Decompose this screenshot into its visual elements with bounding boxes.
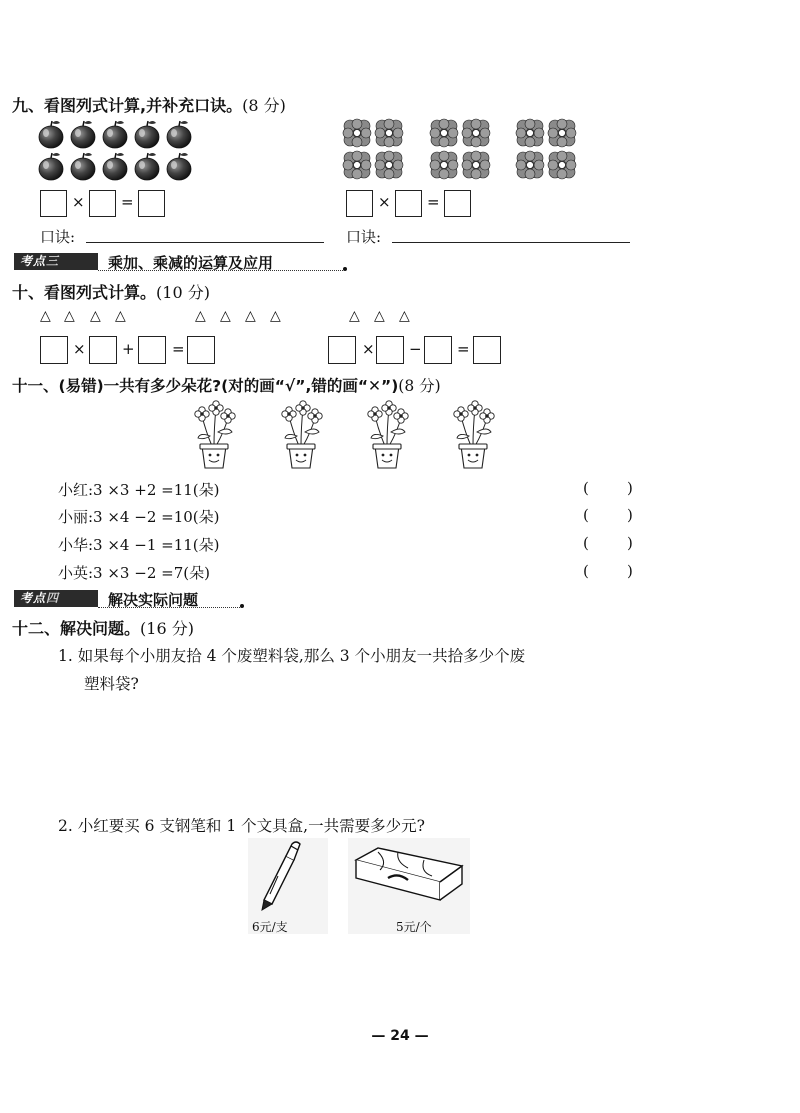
flower-icon (462, 151, 490, 179)
apple-icon (39, 121, 63, 148)
section-tag-number: 四 (46, 591, 60, 605)
judge-blank[interactable]: ( ) (583, 534, 633, 552)
answer-box[interactable] (138, 190, 165, 217)
koujue-answer-line[interactable] (392, 242, 630, 243)
minus-sign: − (409, 340, 422, 358)
koujue-answer-line[interactable] (86, 242, 324, 243)
answer-statement: 小红:3 ×3 +2 =11(朵) (58, 481, 220, 499)
answer-box[interactable] (187, 336, 215, 364)
problem-2-text: 2. 小红要买 6 支钢笔和 1 个文具盒,一共需要多少元? (58, 817, 425, 835)
triangle-icon: △ (245, 308, 256, 324)
equals-sign: = (427, 193, 440, 211)
answer-box[interactable] (89, 190, 116, 217)
flower-icon (462, 119, 490, 147)
flower-icon (516, 151, 544, 179)
apple-icon (135, 153, 159, 180)
q12-title-text: 十二、解决问题。 (12, 619, 141, 638)
potted-flowers (185, 400, 515, 472)
problem-1-text-cont: 塑料袋? (84, 675, 139, 693)
flower-icon (375, 119, 403, 147)
q9-points: (8 分) (242, 96, 286, 115)
pen-price: 6元/支 (252, 920, 288, 934)
q10-points: (10 分) (156, 283, 210, 302)
answer-box[interactable] (424, 336, 452, 364)
triangle-icon: △ (220, 308, 231, 324)
koujue-label: 口诀: (40, 228, 76, 246)
q9-title-text: 九、看图列式计算,并补充口诀。 (12, 96, 243, 115)
flower-icon (375, 151, 403, 179)
times-sign: × (72, 193, 85, 211)
divider (98, 270, 343, 271)
apple-icon (39, 153, 63, 180)
answer-box[interactable] (89, 336, 117, 364)
section-tag-label: 考点 (20, 254, 47, 268)
judge-blank[interactable]: ( ) (583, 479, 633, 497)
answer-box[interactable] (40, 190, 67, 217)
divider-end (240, 604, 244, 608)
q10-title-text: 十、看图列式计算。 (12, 283, 157, 302)
apple-icon (71, 121, 95, 148)
section-tag (14, 590, 98, 607)
apple-icon (167, 153, 191, 180)
times-sign: × (73, 340, 86, 358)
times-sign: × (362, 340, 375, 358)
q11-title-text: 十一、(易错)一共有多少朵花?(对的画“√”,错的画“✕”) (12, 377, 399, 395)
answer-box[interactable] (40, 336, 68, 364)
flower-pot-icon (368, 401, 408, 468)
triangle-icon: △ (40, 308, 51, 324)
triangle-icon: △ (115, 308, 126, 324)
flower-icon (516, 119, 544, 147)
q11-points: (8 分) (398, 377, 441, 395)
triangle-icon: △ (270, 308, 281, 324)
apple-icon (167, 121, 191, 148)
section-title: 乘加、乘减的运算及应用 (108, 254, 274, 272)
flower-icon (548, 151, 576, 179)
q10-title (12, 280, 210, 303)
apple-icon (71, 153, 95, 180)
answer-box[interactable] (473, 336, 501, 364)
answer-box[interactable] (444, 190, 471, 217)
flower-icon (548, 119, 576, 147)
section-tag (14, 253, 98, 270)
answer-box[interactable] (328, 336, 356, 364)
answer-statement: 小华:3 ×4 −1 =11(朵) (58, 536, 220, 554)
flower-group (340, 117, 590, 181)
answer-box[interactable] (138, 336, 166, 364)
product-images (248, 838, 472, 936)
section-tag-label: 考点 (20, 591, 47, 605)
triangle-icon: △ (64, 308, 75, 324)
answer-box[interactable] (376, 336, 404, 364)
answer-box[interactable] (346, 190, 373, 217)
triangle-icon: △ (349, 308, 360, 324)
flower-pot-icon (282, 401, 322, 468)
flower-pot-icon (195, 401, 235, 468)
flower-icon (430, 151, 458, 179)
box-price: 5元/个 (396, 920, 432, 934)
flower-icon (343, 151, 371, 179)
section-title: 解决实际问题 (108, 591, 199, 609)
triangle-icon: △ (399, 308, 410, 324)
equals-sign: = (121, 193, 134, 211)
answer-statement: 小丽:3 ×4 −2 =10(朵) (58, 508, 220, 526)
section-tag-number: 三 (46, 254, 60, 268)
flower-icon (343, 119, 371, 147)
flower-icon (430, 119, 458, 147)
apple-group (36, 117, 196, 181)
equals-sign: = (172, 340, 185, 358)
triangle-icon: △ (90, 308, 101, 324)
page-number: — 24 — (371, 1028, 429, 1044)
koujue-label: 口诀: (346, 228, 382, 246)
q12-points: (16 分) (140, 619, 194, 638)
judge-blank[interactable]: ( ) (583, 506, 633, 524)
q9-title (12, 93, 286, 116)
section-banner-4 (14, 590, 246, 608)
answer-box[interactable] (395, 190, 422, 217)
divider (98, 607, 240, 608)
section-banner-3 (14, 253, 349, 271)
q12-title (12, 616, 194, 639)
divider-end (343, 267, 347, 271)
problem-1-text: 1. 如果每个小朋友拾 4 个废塑料袋,那么 3 个小朋友一共拾多少个废 (58, 647, 526, 665)
q11-title (12, 374, 441, 396)
times-sign: × (378, 193, 391, 211)
apple-icon (135, 121, 159, 148)
triangle-icon: △ (195, 308, 206, 324)
flower-pot-icon (454, 401, 494, 468)
apple-icon (103, 121, 127, 148)
answer-statement: 小英:3 ×3 −2 =7(朵) (58, 564, 210, 582)
triangle-icon: △ (374, 308, 385, 324)
apple-icon (103, 153, 127, 180)
judge-blank[interactable]: ( ) (583, 562, 633, 580)
equals-sign: = (457, 340, 470, 358)
plus-sign: + (122, 340, 135, 358)
